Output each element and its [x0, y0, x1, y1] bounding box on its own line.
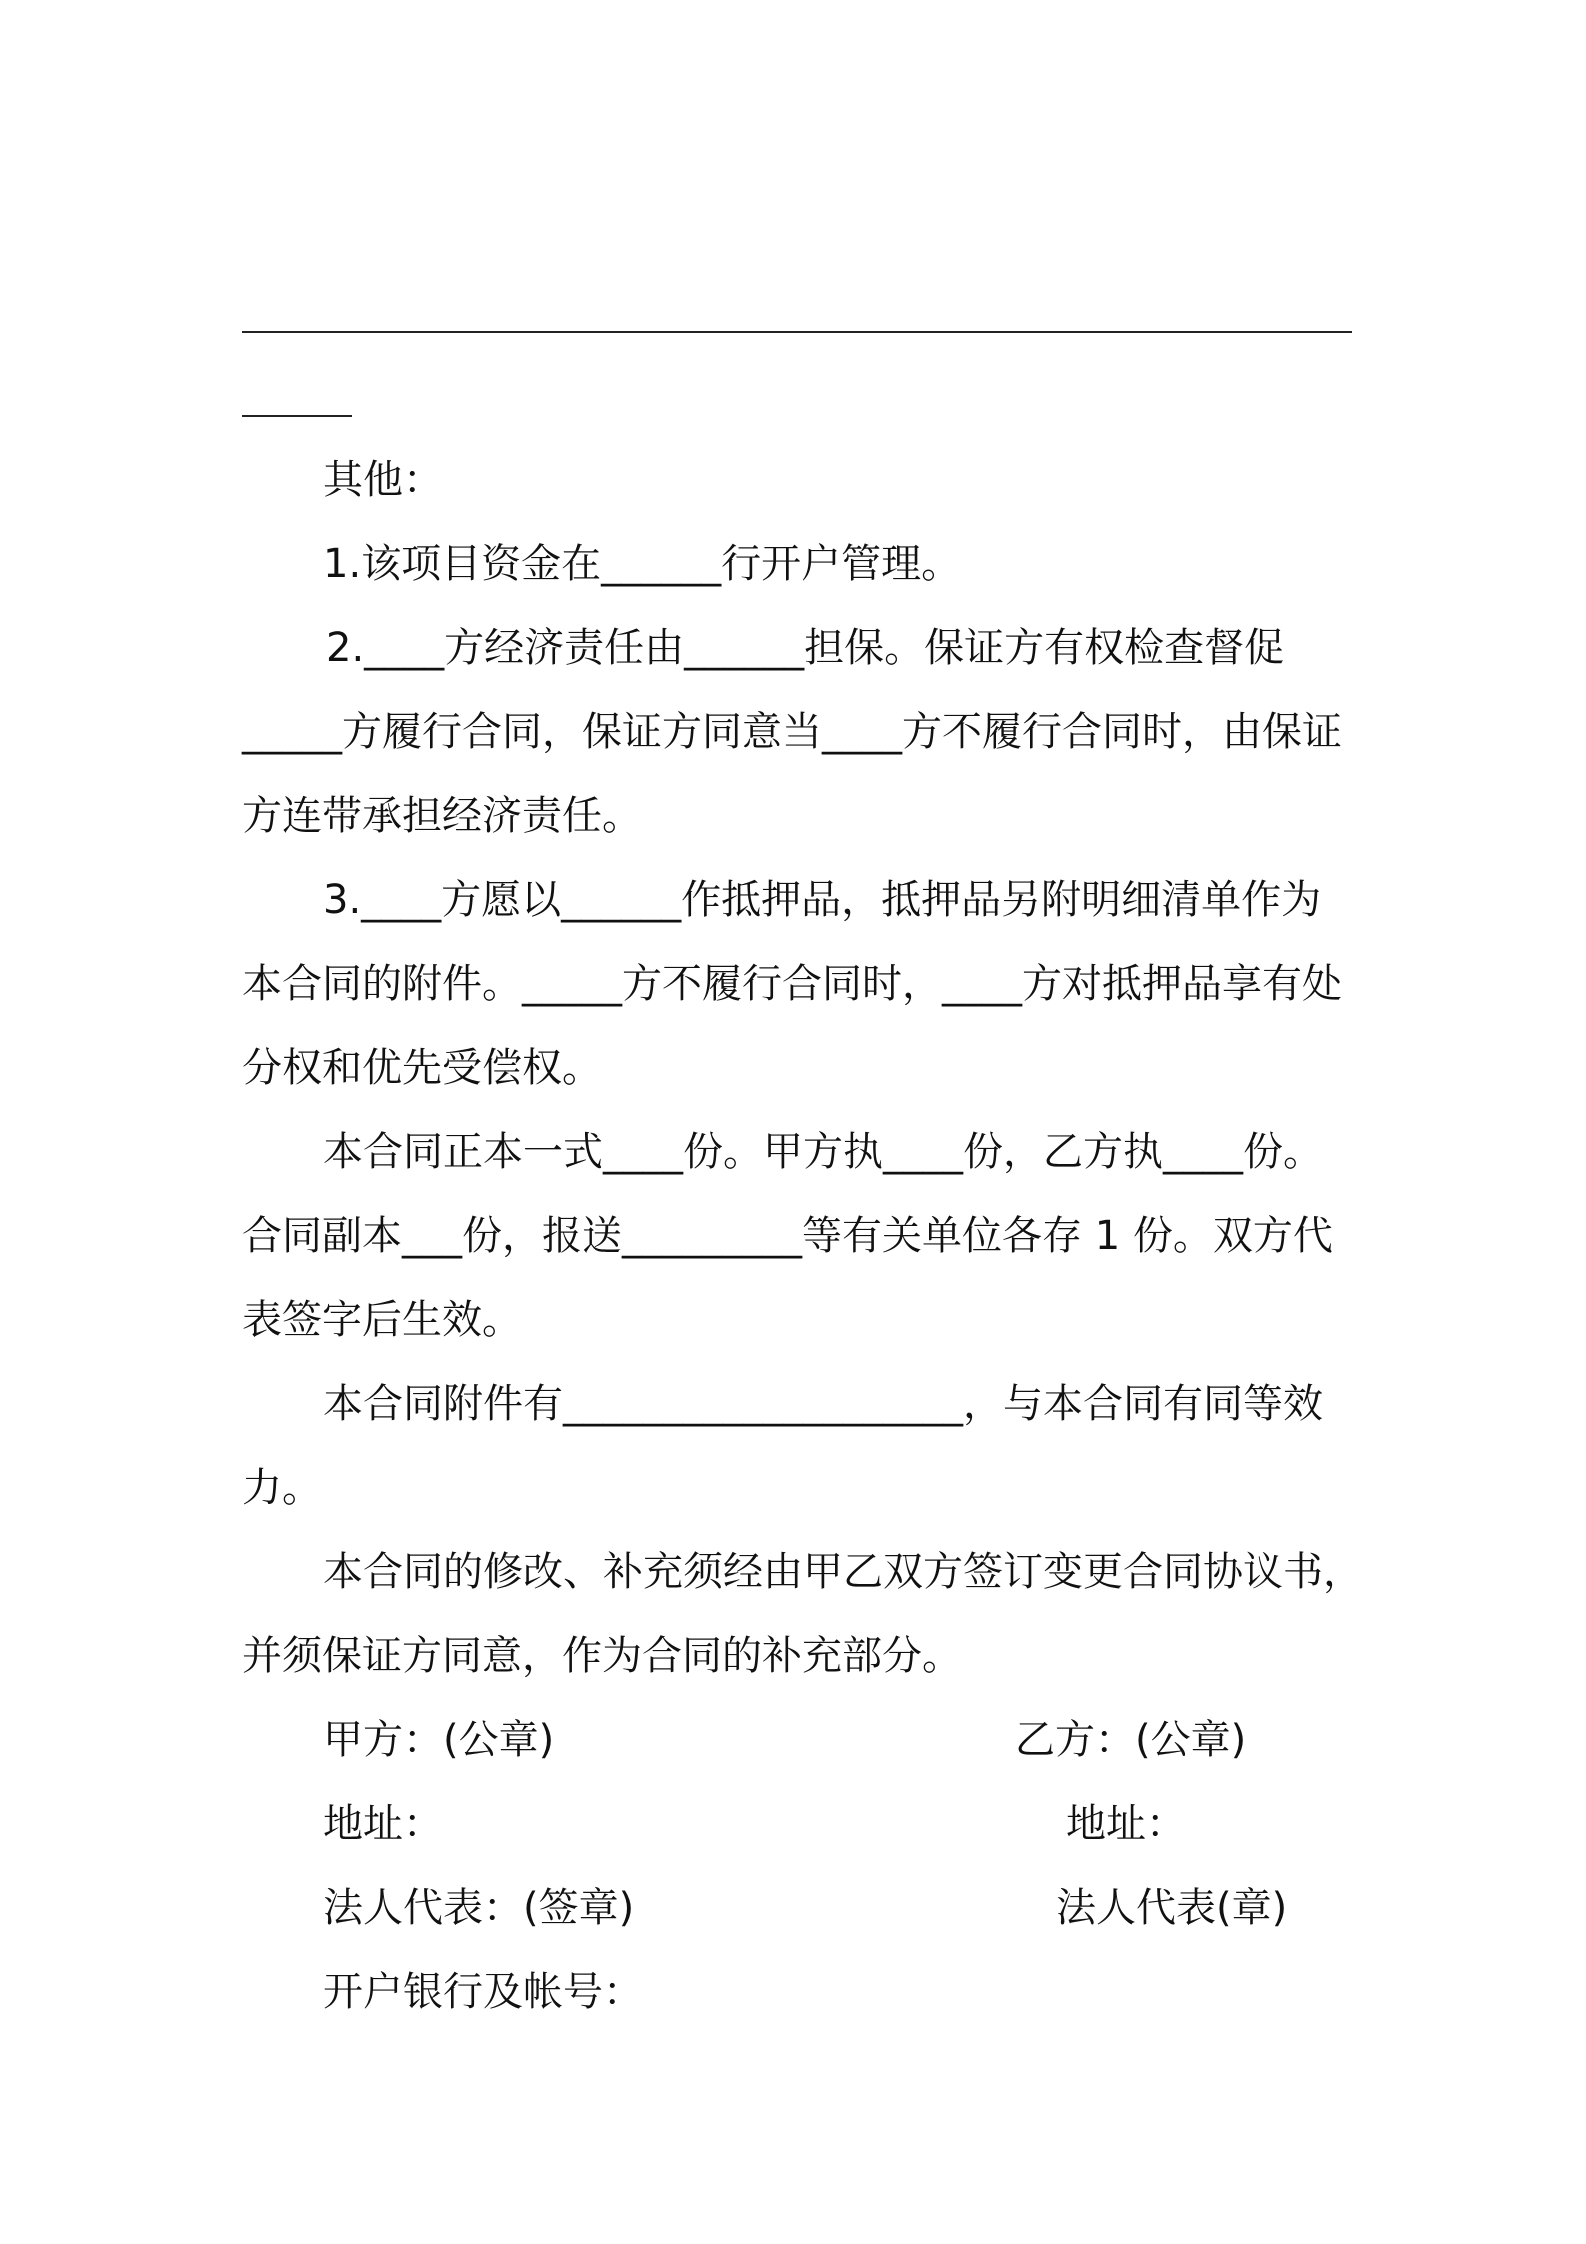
copies-clause-cont: 合同副本___份，报送_________等有关单位各存 1 份。双方代	[242, 1213, 1333, 1259]
clause-3-collateral-end: 分权和优先受偿权。	[242, 1045, 602, 1091]
clause-1-bank-account: 1.该项目资金在______行开户管理。	[323, 541, 962, 587]
blank-fill-line	[242, 331, 1352, 333]
amendment-clause: 本合同的修改、补充须经由甲乙双方签订变更合同协议书，	[323, 1549, 1363, 1595]
party-b-legal-representative: 法人代表(章)	[1056, 1885, 1288, 1931]
bank-account-field: 开户银行及帐号：	[323, 1969, 643, 2015]
clause-2-guarantee-cont: _____方履行合同，保证方同意当____方不履行合同时，由保证	[242, 709, 1342, 755]
copies-clause-end: 表签字后生效。	[242, 1297, 522, 1343]
clause-2-guarantee-end: 方连带承担经济责任。	[242, 793, 642, 839]
clause-3-collateral: 3.____方愿以______作抵押品，抵押品另附明细清单作为	[323, 877, 1322, 923]
party-b-seal: 乙方：(公章)	[1015, 1717, 1247, 1763]
clause-3-collateral-cont: 本合同的附件。_____方不履行合同时，____方对抵押品享有处	[242, 961, 1342, 1007]
copies-clause: 本合同正本一式____份。甲方执____份，乙方执____份。	[323, 1129, 1323, 1175]
attachments-clause: 本合同附件有____________________，与本合同有同等效	[323, 1381, 1323, 1427]
clause-2-guarantee: 2.____方经济责任由______担保。保证方有权检查督促	[326, 625, 1285, 671]
party-a-seal: 甲方：(公章)	[323, 1717, 555, 1763]
party-b-address: 地址：	[1066, 1801, 1186, 1847]
attachments-clause-end: 力。	[242, 1465, 322, 1511]
amendment-clause-end: 并须保证方同意，作为合同的补充部分。	[242, 1633, 962, 1679]
party-a-legal-representative: 法人代表：(签章)	[323, 1885, 635, 1931]
blank-fill-line-continued	[242, 415, 352, 417]
party-a-address: 地址：	[323, 1801, 443, 1847]
section-heading-other: 其他：	[323, 457, 443, 503]
